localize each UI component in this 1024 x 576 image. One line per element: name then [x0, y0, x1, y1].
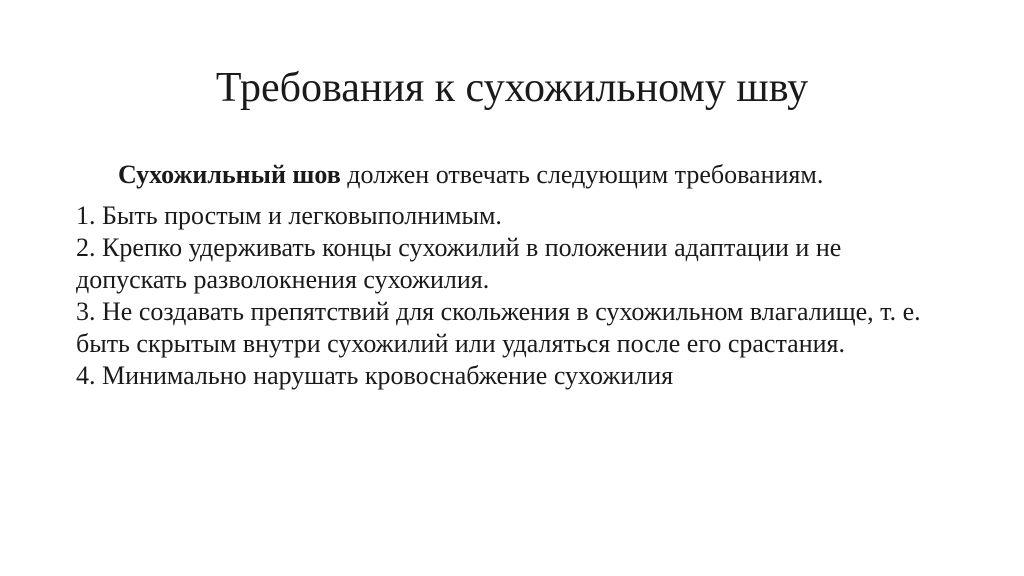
- intro-bold-term: Сухожильный шов: [118, 160, 341, 189]
- requirements-list: [76, 200, 956, 392]
- intro-text: должен отвечать следующим требованиям.: [340, 160, 824, 189]
- intro-paragraph: [118, 158, 958, 192]
- requirement-item-1: 1. Быть простым и легковыполнимым.: [76, 201, 502, 230]
- requirement-item-2: 2. Крепко удерживать концы сухожилий в положении адаптации и не допускать разволокнения сухожилия.: [76, 233, 842, 294]
- slide-title: Требования к сухожильному шву: [215, 65, 809, 111]
- requirement-item-4: 4. Минимально нарушать кровоснабжение сухожилия: [76, 361, 674, 390]
- requirement-item-3: 3. Не создавать препятствий для скольжения в сухожильном влагалище, т. е. быть скрытым внутри сухожилий или удаляться после его срастания.: [76, 297, 921, 358]
